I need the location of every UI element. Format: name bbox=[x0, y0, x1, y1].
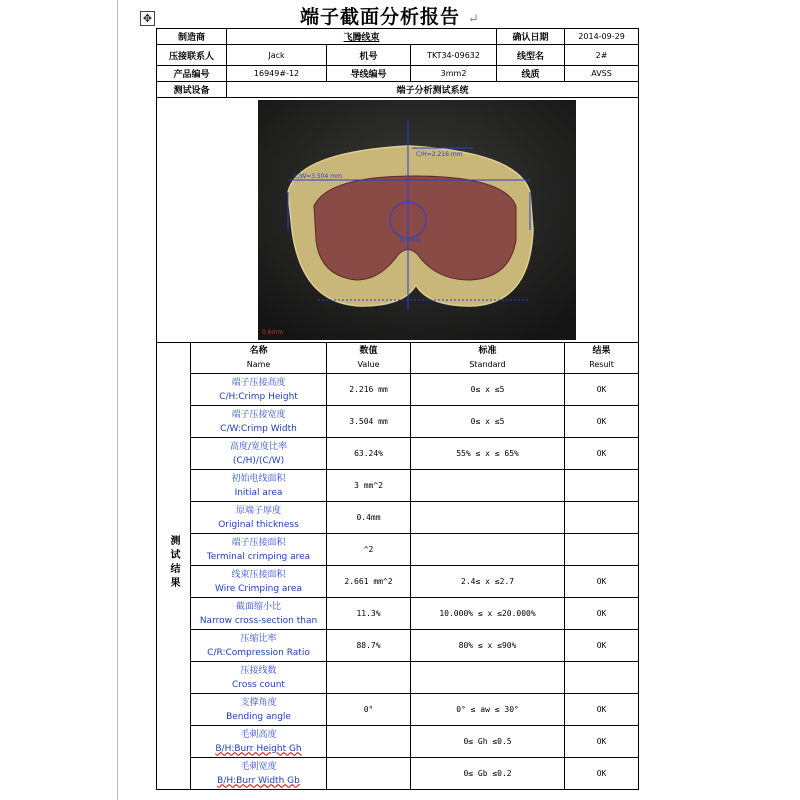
manufacturer-label: 制造商 bbox=[157, 29, 227, 45]
item-name-en: Initial area bbox=[234, 487, 283, 498]
machine-value: TKT34-09632 bbox=[411, 45, 497, 66]
item-standard: 2.4≤ x ≤2.7 bbox=[411, 566, 565, 598]
item-value: 11.3% bbox=[327, 598, 411, 630]
table-row bbox=[157, 438, 639, 470]
item-result: OK bbox=[565, 758, 639, 790]
product-no-label: 产品编号 bbox=[157, 66, 227, 82]
col-result-cn: 结果 bbox=[592, 346, 611, 356]
item-standard: 0≤ Gb ≤0.2 bbox=[411, 758, 565, 790]
item-name bbox=[191, 534, 327, 566]
item-standard bbox=[411, 534, 565, 566]
item-value: 3 mm^2 bbox=[327, 470, 411, 502]
item-result bbox=[565, 502, 639, 534]
item-name bbox=[191, 726, 327, 758]
item-value: 0° bbox=[327, 694, 411, 726]
item-standard: 0≤ x ≤5 bbox=[411, 374, 565, 406]
item-name bbox=[191, 598, 327, 630]
item-value: 63.24% bbox=[327, 438, 411, 470]
item-standard: 55% ≤ x ≤ 65% bbox=[411, 438, 565, 470]
item-standard bbox=[411, 662, 565, 694]
measure-label-cw: C/W=3.504 mm bbox=[294, 173, 342, 180]
item-name bbox=[191, 406, 327, 438]
item-name-en: Narrow cross-section than bbox=[199, 615, 318, 626]
item-name-cn: 毛刺宽度 bbox=[240, 761, 277, 772]
wire-no-value: 3mm2 bbox=[411, 66, 497, 82]
item-name bbox=[191, 566, 327, 598]
cross-section-photo bbox=[258, 100, 576, 340]
item-name-en: Wire Crimping area bbox=[215, 583, 302, 594]
item-standard: 0≤ Gh ≤0.5 bbox=[411, 726, 565, 758]
item-name-cn: 端子压接高度 bbox=[231, 377, 286, 388]
col-name-cn: 名称 bbox=[249, 346, 268, 356]
col-standard-en: Standard bbox=[469, 360, 506, 369]
item-result bbox=[565, 534, 639, 566]
contact-value: Jack bbox=[227, 45, 327, 66]
table-row bbox=[157, 758, 639, 790]
item-result bbox=[565, 662, 639, 694]
machine-label: 机号 bbox=[327, 45, 411, 66]
equipment-value: 端子分析测试系统 bbox=[227, 82, 639, 98]
wire-no-label: 导线编号 bbox=[327, 66, 411, 82]
item-name-cn: 端子压接面积 bbox=[231, 537, 286, 548]
item-name bbox=[191, 502, 327, 534]
photo-row bbox=[157, 98, 639, 343]
item-standard: 80% ≤ x ≤90% bbox=[411, 630, 565, 662]
col-value-cn: 数值 bbox=[359, 346, 378, 356]
item-name-cn: 端子压接宽度 bbox=[231, 409, 286, 420]
photo-cell bbox=[157, 98, 639, 343]
item-name-cn: 初始电线面积 bbox=[231, 473, 286, 484]
table-row bbox=[157, 470, 639, 502]
item-value: 3.504 mm bbox=[327, 406, 411, 438]
item-name-en: B/H:Burr Height Gh bbox=[215, 743, 302, 754]
item-name-cn: 截面缩小比 bbox=[236, 601, 282, 612]
table-row bbox=[157, 726, 639, 758]
item-value: 0.4mm bbox=[327, 502, 411, 534]
item-name-en: B/H:Burr Width Gb bbox=[217, 775, 300, 786]
col-name-header bbox=[191, 343, 327, 374]
item-result: OK bbox=[565, 374, 639, 406]
col-value-header bbox=[327, 343, 411, 374]
header-row-2 bbox=[157, 45, 639, 66]
wire-type-value: 2# bbox=[565, 45, 639, 66]
manufacturer-value: 飞腾线束 bbox=[227, 29, 497, 45]
measure-label-thickness: 0.4mm bbox=[400, 237, 422, 244]
item-name-en: Cross count bbox=[232, 679, 285, 690]
item-value bbox=[327, 726, 411, 758]
item-value: ^2 bbox=[327, 534, 411, 566]
move-handle-icon[interactable]: ✥ bbox=[140, 11, 155, 26]
item-result: OK bbox=[565, 406, 639, 438]
table-row bbox=[157, 630, 639, 662]
table-row bbox=[157, 662, 639, 694]
item-value: 2.216 mm bbox=[327, 374, 411, 406]
item-name-en: C/H:Crimp Height bbox=[219, 391, 298, 402]
item-name-cn: 支撑角度 bbox=[240, 697, 277, 708]
item-name-en: Bending angle bbox=[226, 711, 291, 722]
item-name-en: C/W:Crimp Width bbox=[220, 423, 297, 434]
header-row-4 bbox=[157, 82, 639, 98]
col-value-en: Value bbox=[357, 360, 380, 369]
report-title bbox=[300, 2, 540, 28]
item-result: OK bbox=[565, 438, 639, 470]
report-table bbox=[156, 28, 639, 790]
item-name-en: (C/H)/(C/W) bbox=[232, 455, 285, 466]
table-row bbox=[157, 406, 639, 438]
item-standard bbox=[411, 470, 565, 502]
results-header-row bbox=[157, 343, 639, 374]
item-result: OK bbox=[565, 630, 639, 662]
item-standard: 10.000% ≤ x ≤20.000% bbox=[411, 598, 565, 630]
item-standard bbox=[411, 502, 565, 534]
item-standard: 0≤ x ≤5 bbox=[411, 406, 565, 438]
item-name bbox=[191, 694, 327, 726]
item-name-en: Terminal crimping area bbox=[206, 551, 311, 562]
results-side-label-text: 测试结果 bbox=[168, 535, 179, 591]
item-name-en: C/R:Compression Ratio bbox=[207, 647, 310, 658]
wire-type-label: 线型名 bbox=[497, 45, 565, 66]
date-value: 2014-09-29 bbox=[565, 29, 639, 45]
item-value: 2.661 mm^2 bbox=[327, 566, 411, 598]
item-result: OK bbox=[565, 598, 639, 630]
item-name bbox=[191, 758, 327, 790]
wire-quality-label: 线质 bbox=[497, 66, 565, 82]
item-value: 88.7% bbox=[327, 630, 411, 662]
item-name-cn: 线束压接面积 bbox=[231, 569, 286, 580]
item-name bbox=[191, 374, 327, 406]
contact-label: 压接联系人 bbox=[157, 45, 227, 66]
item-standard: 0° ≤ aw ≤ 30° bbox=[411, 694, 565, 726]
table-row bbox=[157, 374, 639, 406]
item-name-cn: 毛刺高度 bbox=[240, 729, 277, 740]
item-name-cn: 原端子厚度 bbox=[236, 505, 282, 516]
item-name-cn: 压缩比率 bbox=[240, 633, 277, 644]
table-row bbox=[157, 534, 639, 566]
item-result: OK bbox=[565, 566, 639, 598]
report-title-text: 端子截面分析报告 bbox=[300, 6, 461, 28]
col-result-header bbox=[565, 343, 639, 374]
item-name bbox=[191, 662, 327, 694]
item-result: OK bbox=[565, 694, 639, 726]
col-result-en: Result bbox=[589, 360, 614, 369]
results-side-label bbox=[157, 343, 191, 790]
cross-section-image bbox=[258, 100, 576, 340]
table-row bbox=[157, 566, 639, 598]
col-standard-cn: 标准 bbox=[478, 346, 497, 356]
col-standard-header bbox=[411, 343, 565, 374]
item-name-cn: 压接线数 bbox=[240, 665, 277, 676]
table-row bbox=[157, 502, 639, 534]
product-no-value: 16949#-12 bbox=[227, 66, 327, 82]
item-result bbox=[565, 470, 639, 502]
scale-bar-label: 0.6mm bbox=[262, 329, 284, 336]
col-name-en: Name bbox=[246, 360, 271, 369]
table-row bbox=[157, 694, 639, 726]
equipment-label: 测试设备 bbox=[157, 82, 227, 98]
date-label: 确认日期 bbox=[497, 29, 565, 45]
item-name-en: Original thickness bbox=[218, 519, 299, 530]
item-name bbox=[191, 438, 327, 470]
paragraph-mark-icon: ↵ bbox=[468, 12, 480, 27]
item-value bbox=[327, 662, 411, 694]
table-row bbox=[157, 598, 639, 630]
item-result: OK bbox=[565, 726, 639, 758]
item-name-cn: 高度/宽度比率 bbox=[229, 441, 288, 452]
item-value bbox=[327, 758, 411, 790]
item-name bbox=[191, 470, 327, 502]
item-name bbox=[191, 630, 327, 662]
page-edge bbox=[117, 0, 118, 800]
measure-label-ch: C/H=2.216 mm bbox=[416, 151, 463, 158]
header-row-1 bbox=[157, 29, 639, 45]
wire-quality-value: AVSS bbox=[565, 66, 639, 82]
header-row-3 bbox=[157, 66, 639, 82]
